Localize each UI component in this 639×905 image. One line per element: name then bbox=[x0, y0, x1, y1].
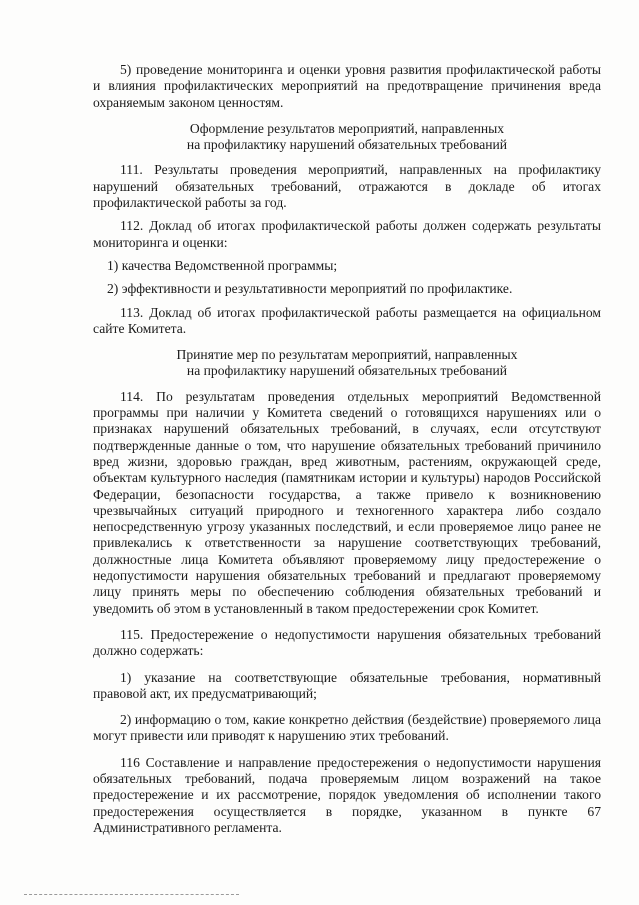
paragraph-111: 111. Результаты проведения мероприятий, направленных на профилактику нарушений обязательных требований, отражаются в докладе об итогах профилактической работы за год. bbox=[93, 162, 601, 211]
list-item-115-1: 1) указание на соответствующие обязательные требования, нормативный правовой акт, их предусматривающий; bbox=[93, 669, 601, 701]
section-heading-measures bbox=[93, 347, 601, 380]
paragraph-116: 116 Составление и направление предостережения о недопустимости нарушения обязательных требований, подача проверяемым лицом возражений на такое предостережение и их рассмотрение, порядок уведомления об исполнении такого предостережения осуществляется в порядке, указанном в пункте 67 Административного регламента. bbox=[93, 754, 601, 835]
section-heading-line: на профилактику нарушений обязательных требований bbox=[186, 363, 508, 379]
paragraph-114: 114. По результатам проведения отдельных мероприятий Ведомственной программы при наличии у Комитета сведений о готовящихся нарушениях или о признаках нарушений обязательных требований, в случаях, если отсутствуют подтвержденные данные о том, что нарушение обязательных требований причинило вред жизни, здоровью граждан, вред животным, растениям, окружающей среде, объектам культурного наследия (памятникам истории и культуры) народов Российской Федерации, безопасности государства, а также привело к возникновению чрезвычайных ситуаций природного и техногенного характера либо создало непосредственную угрозу указанных последствий, и если проверяемое лицо ранее не привлекались к ответственности за нарушение соответствующих требований, должностные лица Комитета объявляют проверяемому лицу предостережение о недопустимости нарушения обязательных требований и предлагают проверяемому лицу принять меры по обеспечению соблюдения обязательных требований и уведомить об этом в установленный в таком предостережении срок Комитет. bbox=[93, 388, 601, 616]
list-item-112-1: 1) качества Ведомственной программы; bbox=[107, 257, 338, 273]
list-item-112-2: 2) эффективности и результативности мероприятий по профилактике. bbox=[107, 281, 513, 297]
section-heading-line: Оформление результатов мероприятий, направленных bbox=[189, 120, 505, 136]
document-body bbox=[93, 62, 601, 836]
paragraph-5: 5) проведение мониторинга и оценки уровня развития профилактической работы и влияния профилактических мероприятий на предотвращение причинения вреда охраняемым законом ценностям. bbox=[93, 62, 601, 110]
section-heading-results bbox=[93, 121, 601, 154]
paragraph-113: 113. Доклад об итогах профилактической работы размещается на официальном сайте Комитета. bbox=[93, 304, 601, 336]
paragraph-112: 112. Доклад об итогах профилактической работы должен содержать результаты мониторинга и оценки: bbox=[93, 218, 601, 250]
section-heading-line: на профилактику нарушений обязательных требований bbox=[186, 137, 508, 153]
section-heading-line: Принятие мер по результатам мероприятий, направленных bbox=[176, 347, 518, 363]
scan-edge-line bbox=[24, 894, 239, 895]
paragraph-115: 115. Предостережение о недопустимости нарушения обязательных требований должно содержать: bbox=[93, 626, 601, 659]
list-item-115-2: 2) информацию о том, какие конкретно действия (бездействие) проверяемого лица могут привести или приводят к нарушению этих требований. bbox=[93, 712, 601, 744]
